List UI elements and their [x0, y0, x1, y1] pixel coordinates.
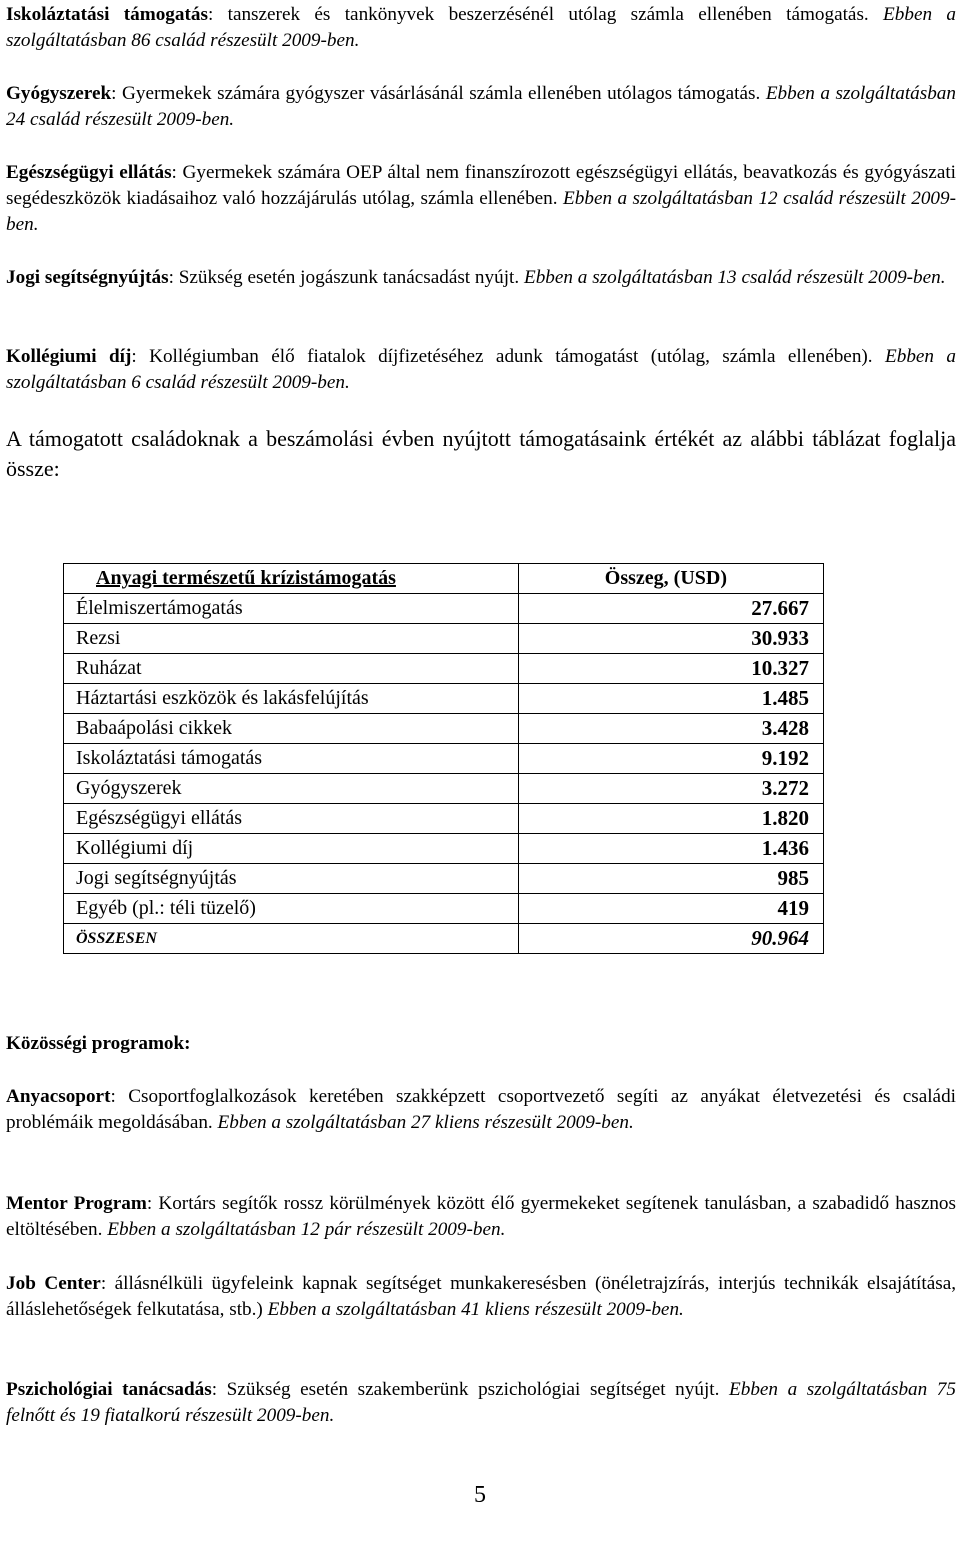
row-amount: 27.667	[519, 594, 824, 624]
table-row	[64, 834, 824, 864]
table-header-row	[64, 564, 824, 594]
service-statistic: Ebben a szolgáltatásban 13 család részesült 2009-ben.	[523, 267, 946, 288]
table-intro-text: A támogatott családoknak a beszámolási évben nyújtott támogatásaink értékét az alábbi táblázat foglalja össze:	[6, 426, 956, 481]
service-description: : tanszerek és tankönyvek beszerzésénél utólag számla ellenében támogatás.	[207, 4, 869, 25]
program-description: : Kortárs segítők rossz körülmények között élő gyermekeket segítenek tanulásban, a szabadidő hasznos eltöltésében.	[6, 1193, 956, 1240]
service-paragraph-school-support	[6, 2, 956, 54]
service-paragraph-healthcare	[6, 160, 956, 238]
crisis-support-table	[63, 563, 824, 954]
service-paragraph-legal-aid	[6, 265, 956, 291]
row-category: Kollégiumi díj	[64, 834, 519, 864]
total-label: ÖSSZESEN	[64, 924, 519, 954]
table-row	[64, 684, 824, 714]
row-amount: 1.436	[519, 834, 824, 864]
row-amount: 30.933	[519, 624, 824, 654]
row-category: Háztartási eszközök és lakásfelújítás	[64, 684, 519, 714]
program-paragraph-psychology	[6, 1377, 956, 1429]
row-category: Ruházat	[64, 654, 519, 684]
row-category: Élelmiszertámogatás	[64, 594, 519, 624]
service-statistic: Ebben a szolgáltatásban 6 család részesült 2009-ben.	[6, 346, 956, 393]
row-category: Egészségügyi ellátás	[64, 804, 519, 834]
service-name: Gyógyszerek	[6, 83, 112, 104]
row-amount: 419	[519, 894, 824, 924]
row-amount: 1.485	[519, 684, 824, 714]
program-name: Anyacsoport	[6, 1086, 111, 1107]
table-row	[64, 804, 824, 834]
service-name: Kollégiumi díj	[6, 346, 132, 367]
program-statistic: Ebben a szolgáltatásban 27 kliens részesült 2009-ben.	[217, 1112, 634, 1133]
service-description: : Gyermekek számára gyógyszer vásárlásánál számla ellenében utólagos támogatás.	[111, 83, 761, 104]
row-amount: 3.272	[519, 774, 824, 804]
program-name: Mentor Program	[6, 1193, 147, 1214]
program-statistic: Ebben a szolgáltatásban 75 felnőtt és 19 fiatalkorú részesült 2009-ben.	[6, 1379, 956, 1426]
total-amount: 90.964	[519, 924, 824, 954]
service-statistic: Ebben a szolgáltatásban 12 család részesült 2009-ben.	[6, 188, 956, 235]
service-statistic: Ebben a szolgáltatásban 24 család részesült 2009-ben.	[6, 83, 956, 130]
program-paragraph-job-center	[6, 1271, 956, 1323]
program-statistic: Ebben a szolgáltatásban 12 pár részesült 2009-ben.	[107, 1219, 506, 1240]
table-row	[64, 864, 824, 894]
program-description: : állásnélküli ügyfeleink kapnak segítséget munkakeresésben (önéletrajzírás, interjús technikák elsajátítása, álláslehetőségek felkutatása, stb.)	[6, 1273, 957, 1320]
program-paragraph-mothers-group	[6, 1084, 956, 1136]
program-name: Job Center	[6, 1273, 101, 1294]
service-paragraph-dormitory-fee	[6, 344, 956, 396]
table-row	[64, 774, 824, 804]
service-description: : Kollégiumban élő fiatalok díjfizetéséhez adunk támogatást (utólag, számla ellenében).	[131, 346, 873, 367]
service-statistic: Ebben a szolgáltatásban 86 család részesült 2009-ben.	[6, 4, 956, 51]
row-category: Iskoláztatási támogatás	[64, 744, 519, 774]
service-description: : Szükség esetén jogászunk tanácsadást nyújt.	[168, 267, 520, 288]
table-row	[64, 594, 824, 624]
row-amount: 1.820	[519, 804, 824, 834]
table-row	[64, 894, 824, 924]
table-row	[64, 744, 824, 774]
row-amount: 9.192	[519, 744, 824, 774]
service-name: Iskoláztatási támogatás	[6, 4, 208, 25]
row-amount: 3.428	[519, 714, 824, 744]
row-category: Babaápolási cikkek	[64, 714, 519, 744]
table-row	[64, 714, 824, 744]
table-row	[64, 654, 824, 684]
service-name: Jogi segítségnyújtás	[6, 267, 169, 288]
program-statistic: Ebben a szolgáltatásban 41 kliens részesült 2009-ben.	[267, 1299, 684, 1320]
row-amount: 10.327	[519, 654, 824, 684]
service-description: : Gyermekek számára OEP által nem finanszírozott egészségügyi ellátás, beavatkozás és gyógyászati segédeszközök kiadásaihoz való hozzájárulás utólag, számla ellenében.	[6, 162, 956, 209]
header-category: Anyagi természetű krízistámogatás	[64, 564, 519, 594]
program-name: Pszichológiai tanácsadás	[6, 1379, 212, 1400]
row-category: Rezsi	[64, 624, 519, 654]
table-total-row	[64, 924, 824, 954]
service-paragraph-medicines	[6, 81, 956, 133]
row-category: Jogi segítségnyújtás	[64, 864, 519, 894]
program-description: : Szükség esetén szakemberünk pszichológiai segítséget nyújt.	[211, 1379, 720, 1400]
row-category: Egyéb (pl.: téli tüzelő)	[64, 894, 519, 924]
table-row	[64, 624, 824, 654]
page-number: 5	[474, 1482, 486, 1508]
header-amount: Összeg, (USD)	[519, 564, 824, 594]
program-paragraph-mentor	[6, 1191, 956, 1243]
row-amount: 985	[519, 864, 824, 894]
program-description: : Csoportfoglalkozások keretében szakképzett csoportvezető segíti az anyákat életvezetési és családi problémáik megoldásában.	[6, 1086, 956, 1133]
service-name: Egészségügyi ellátás	[6, 162, 172, 183]
community-programs-heading: Közösségi programok:	[6, 1033, 191, 1054]
row-category: Gyógyszerek	[64, 774, 519, 804]
